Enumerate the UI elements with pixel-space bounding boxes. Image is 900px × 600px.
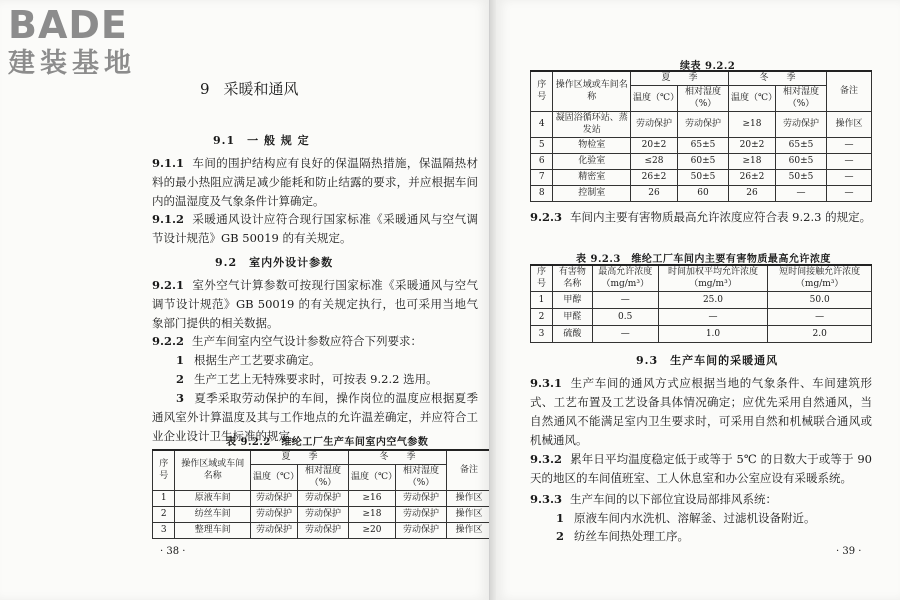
cell-no: 3 [153,522,175,538]
section-heading-9-2: 9.2 室内外设计参数 [215,256,334,269]
list-item-2 [176,370,476,389]
cell-name: 精密室 [553,169,631,185]
right-page [496,0,900,600]
cell-winter-temp: 26±2 [729,169,776,185]
table-caption-continued: 续表 9.2.2 [680,61,736,72]
col-header-area: 操作区域或车间名称 [553,71,631,111]
item-number: 1 [556,511,565,525]
item-number: 2 [556,529,565,543]
brand-logo [8,4,178,84]
cell-no: 7 [531,169,553,185]
list-item-2 [556,527,872,546]
section-heading-9-1: 9.1 一 般 规 定 [213,134,310,147]
clause-9-2-2 [152,332,478,351]
clause-number: 9.3.3 [530,492,563,506]
cell-summer-temp: 劳动保护 [251,506,298,522]
cell-twa: 1.0 [658,325,768,342]
cell-max-conc: — [592,291,658,308]
clause-9-3-2 [530,450,872,488]
item-number: 1 [176,353,185,367]
cell-winter-rh: 劳动保护 [395,522,446,538]
chapter-name: 采暖和通风 [223,80,299,98]
cell-note: 操作区 [827,111,872,137]
col-header-winter-temp: 温度（℃） [349,464,396,490]
clause-number: 9.3.1 [530,376,563,390]
col-header-winter: 冬 季 [729,71,827,85]
cell-no: 1 [531,291,553,308]
cell-winter-rh: 65±5 [775,137,826,153]
cell-winter-temp: 20±2 [729,137,776,153]
table-row [531,111,872,137]
cell-no: 4 [531,111,553,137]
clause-text: 生产车间的通风方式应根据当地的气象条件、车间建筑形式、工艺布置及工艺设备具体情况确定；应优先采用自然通风，当自然通风不能满足室内卫生要求时，可采用自然和机械联合通风或机械通风。 [530,376,872,447]
cell-note: 操作区 [447,506,490,522]
cell-no: 2 [153,506,175,522]
cell-winter-temp: ≥18 [729,153,776,169]
cell-note: — [827,169,872,185]
table-row [153,490,491,506]
clause-number: 9.2.3 [530,210,563,224]
page-number-left: · 38 · [160,546,186,557]
table-row [531,325,872,342]
item-number: 3 [176,391,185,405]
col-header-winter-rh: 相对湿度（%） [395,464,446,490]
section-heading-9-3: 9.3 生产车间的采暖通风 [636,354,779,367]
cell-note: — [827,153,872,169]
cell-summer-rh: 劳动保护 [677,111,728,137]
cell-winter-temp: ≥16 [349,490,396,506]
cell-stel: 50.0 [768,291,872,308]
cell-winter-rh: — [775,185,826,201]
item-text: 夏季采取劳动保护的车间，操作岗位的温度应根据夏季通风室外计算温度及其与工作地点的允许温差确定，并应符合工业企业设计卫生标准的规定。 [152,391,478,443]
table-row [531,169,872,185]
cell-stel: 2.0 [768,325,872,342]
cell-summer-temp: ≤28 [631,153,678,169]
cell-substance: 硫酸 [552,325,592,342]
cell-name: 整理车间 [175,522,251,538]
item-number: 2 [176,372,185,386]
col-header-winter-temp: 温度（℃） [729,85,776,111]
item-text: 原液车间内水洗机、溶解釜、过滤机设备附近。 [574,511,816,525]
cell-summer-temp: 劳动保护 [251,522,298,538]
cell-note: — [827,137,872,153]
cell-name: 凝固浴循环站、蒸发站 [553,111,631,137]
cell-substance: 甲醇 [552,291,592,308]
item-text: 根据生产工艺要求确定。 [194,353,321,367]
clause-number: 9.1.1 [152,156,185,170]
logo-subtitle: 建装基地 [8,48,136,79]
col-header-no: 序号 [531,71,553,111]
table-9-2-2-continued [530,70,872,202]
clause-number: 9.2.1 [152,278,185,292]
cell-note: 操作区 [447,522,490,538]
clause-9-1-2 [152,210,478,248]
table-9-2-3 [530,264,872,343]
cell-winter-rh: 劳动保护 [395,506,446,522]
cell-name: 控制室 [553,185,631,201]
clause-9-3-1 [530,374,872,450]
clause-9-1-1 [152,154,478,211]
clause-text: 车间的围护结构应有良好的保温隔热措施，保温隔热材料的最小热阻应满足减少能耗和防止结露的要求，并应根据车间内的温湿度及气象条件计算确定。 [152,156,478,208]
cell-no: 6 [531,153,553,169]
cell-no: 8 [531,185,553,201]
col-header-winter: 冬 季 [349,450,447,464]
clause-9-2-1 [152,276,478,333]
col-header-winter-rh: 相对湿度（%） [775,85,826,111]
clause-number: 9.2.2 [152,334,185,348]
col-header-summer-rh: 相对湿度（%） [297,464,348,490]
clause-text: 车间内主要有害物质最高允许浓度应符合表 9.2.3 的规定。 [570,210,872,224]
logo-wordmark: BADE [8,3,128,47]
col-header-no: 序号 [531,265,553,291]
col-header-note: 备注 [827,71,872,111]
col-header-no: 序号 [153,450,175,490]
clause-9-2-3 [530,208,872,227]
clause-number: 9.1.2 [152,212,185,226]
col-header-summer-temp: 温度（℃） [631,85,678,111]
cell-winter-temp: ≥18 [349,506,396,522]
cell-winter-temp: ≥18 [729,111,776,137]
cell-winter-rh: 60±5 [775,153,826,169]
cell-name: 化验室 [553,153,631,169]
page-number-right: · 39 · [836,546,862,557]
col-header-max-conc: 最高允许浓度（mg/m³） [592,265,658,291]
cell-note: — [827,185,872,201]
cell-summer-rh: 60±5 [677,153,728,169]
cell-summer-temp: 20±2 [631,137,678,153]
list-item-1 [176,351,476,370]
col-header-stel: 短时间接触允许浓度（mg/m³） [768,265,872,291]
cell-name: 纺丝车间 [175,506,251,522]
cell-summer-rh: 60 [677,185,728,201]
cell-no: 1 [153,490,175,506]
clause-text: 累年日平均温度稳定低于或等于 5℃ 的日数大于或等于 90 天的地区的车间值班室、工人休息室和办公室应设有采暖系统。 [530,452,872,485]
col-header-area: 操作区域或车间名称 [175,450,251,490]
table-row [531,153,872,169]
table-row [153,522,491,538]
cell-summer-rh: 50±5 [677,169,728,185]
table-row [531,137,872,153]
cell-summer-rh: 劳动保护 [297,490,348,506]
table-row [153,506,491,522]
clause-9-3-3 [530,490,872,509]
cell-summer-rh: 劳动保护 [297,506,348,522]
table-row [531,185,872,201]
cell-summer-rh: 65±5 [677,137,728,153]
table-9-2-2 [152,449,490,539]
cell-max-conc: 0.5 [592,308,658,325]
cell-no: 5 [531,137,553,153]
col-header-summer-rh: 相对湿度（%） [677,85,728,111]
cell-summer-temp: 劳动保护 [251,490,298,506]
cell-twa: — [658,308,768,325]
cell-note: 操作区 [447,490,490,506]
cell-summer-temp: 26 [631,185,678,201]
col-header-note: 备注 [447,450,490,490]
table-row [531,291,872,308]
cell-summer-temp: 劳动保护 [631,111,678,137]
col-header-summer: 夏 季 [631,71,729,85]
cell-summer-temp: 26±2 [631,169,678,185]
item-text: 纺丝车间热处理工序。 [574,529,690,543]
cell-stel: — [768,308,872,325]
cell-name: 原液车间 [175,490,251,506]
cell-name: 物检室 [553,137,631,153]
clause-text: 生产车间室内空气设计参数应符合下列要求： [192,334,423,348]
cell-winter-rh: 50±5 [775,169,826,185]
cell-no: 3 [531,325,553,342]
cell-twa: 25.0 [658,291,768,308]
item-text: 生产工艺上无特殊要求时，可按表 9.2.2 选用。 [194,372,438,386]
clause-text: 采暖通风设计应符合现行国家标准《采暖通风与空气调节设计规范》GB 50019 的有关规定。 [152,212,478,245]
cell-substance: 甲醛 [552,308,592,325]
col-header-substance: 有害物名称 [552,265,592,291]
cell-max-conc: — [592,325,658,342]
clause-text: 室外空气计算参数可按现行国家标准《采暖通风与空气调节设计规范》GB 50019 的有关规定执行，也可采用当地气象部门提供的相关数据。 [152,278,478,330]
cell-winter-temp: ≥20 [349,522,396,538]
clause-number: 9.3.2 [530,452,563,466]
col-header-twa: 时间加权平均允许浓度（mg/m³） [658,265,768,291]
col-header-summer-temp: 温度（℃） [251,464,298,490]
cell-winter-temp: 26 [729,185,776,201]
list-item-1 [556,509,872,528]
cell-summer-rh: 劳动保护 [297,522,348,538]
table-row [531,308,872,325]
chapter-title [200,78,299,99]
table-caption-9-2-3: 表 9.2.3 维纶工厂车间内主要有害物质最高允许浓度 [576,254,831,265]
clause-text: 生产车间的以下部位宜设局部排风系统： [570,492,778,506]
col-header-summer: 夏 季 [251,450,349,464]
cell-winter-rh: 劳动保护 [395,490,446,506]
cell-no: 2 [531,308,553,325]
cell-winter-rh: 劳动保护 [775,111,826,137]
table-caption-9-2-2: 表 9.2.2 维纶工厂生产车间室内空气参数 [226,437,429,448]
chapter-number: 9 [200,80,210,98]
